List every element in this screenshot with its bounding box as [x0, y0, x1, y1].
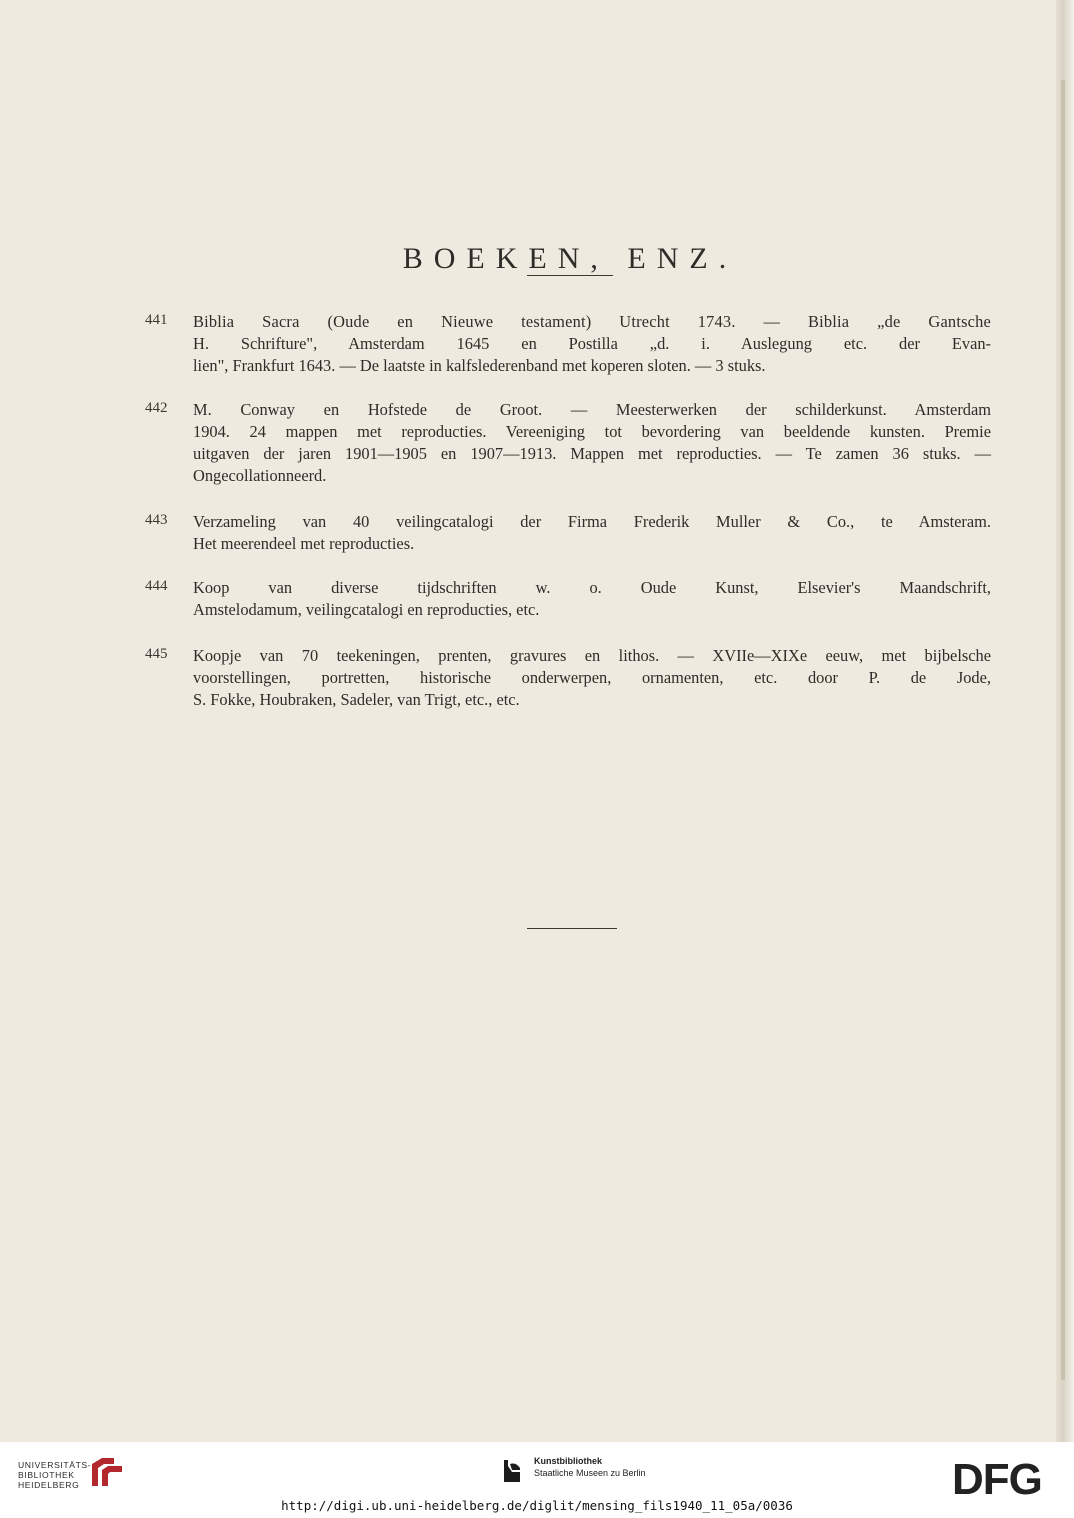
- entry-line: S. Fokke, Houbraken, Sadeler, van Trigt, etc., etc.: [193, 690, 520, 709]
- title-rule: [527, 275, 613, 276]
- university-library-logo-icon: [88, 1454, 130, 1490]
- end-rule: [527, 928, 617, 929]
- lot-number: 444: [145, 578, 168, 594]
- dfg-logo: DFG: [952, 1455, 1042, 1504]
- lot-number: 442: [145, 400, 168, 416]
- entry-line: Ongecollationneerd.: [193, 466, 327, 485]
- viewer-footer: [0, 1442, 1074, 1518]
- lot-number: 443: [145, 512, 168, 528]
- entry-line: Verzameling van 40 veilingcatalogi der Firma Frederik Muller & Co., te Amsteram.: [193, 512, 991, 531]
- page-title: BOEKEN, ENZ.: [402, 242, 738, 276]
- kunstbibliothek-logo-icon: [490, 1456, 522, 1486]
- entry-line: Biblia Sacra (Oude en Nieuwe testament) Utrecht 1743. — Biblia „de Gantsche: [193, 312, 991, 331]
- source-url[interactable]: http://digi.ub.uni-heidelberg.de/diglit/mensing_fils1940_11_05a/0036: [281, 1498, 793, 1513]
- entry-line: Amstelodamum, veilingcatalogi en reproducties, etc.: [193, 600, 540, 619]
- museum-label: Kunstbibliothek Staatliche Museen zu Berlin: [534, 1456, 646, 1478]
- entry-line: 1904. 24 mappen met reproducties. Vereeniging tot bevordering van beeldende kunsten. Premie: [193, 422, 991, 441]
- entry-line: Koopje van 70 teekeningen, prenten, gravures en lithos. — XVIIe—XIXe eeuw, met bijbelsche: [193, 646, 991, 665]
- entry-line: Het meerendeel met reproducties.: [193, 534, 415, 553]
- entry-line: voorstellingen, portretten, historische onderwerpen, ornamenten, etc. door P. de Jode,: [193, 668, 991, 687]
- entry-line: M. Conway en Hofstede de Groot. — Meesterwerken der schilderkunst. Amsterdam: [193, 400, 991, 419]
- entry-line: H. Schrifture", Amsterdam 1645 en Postilla „d. i. Auslegung etc. der Evan-: [193, 334, 991, 353]
- entry-line: Koop van diverse tijdschriften w. o. Oude Kunst, Elsevier's Maandschrift,: [193, 578, 991, 597]
- entry-line: uitgaven der jaren 1901—1905 en 1907—1913. Mappen met reproducties. — Te zamen 36 stuks. —: [193, 444, 991, 463]
- lot-number: 441: [145, 312, 168, 328]
- library-name: UNIVERSITÄTS- BIBLIOTHEK HEIDELBERG: [18, 1460, 92, 1490]
- page-edge: [1056, 0, 1074, 1442]
- lot-number: 445: [145, 646, 168, 662]
- entry-line: lien", Frankfurt 1643. — De laatste in kalfslederenband met koperen sloten. — 3 stuks.: [193, 356, 766, 375]
